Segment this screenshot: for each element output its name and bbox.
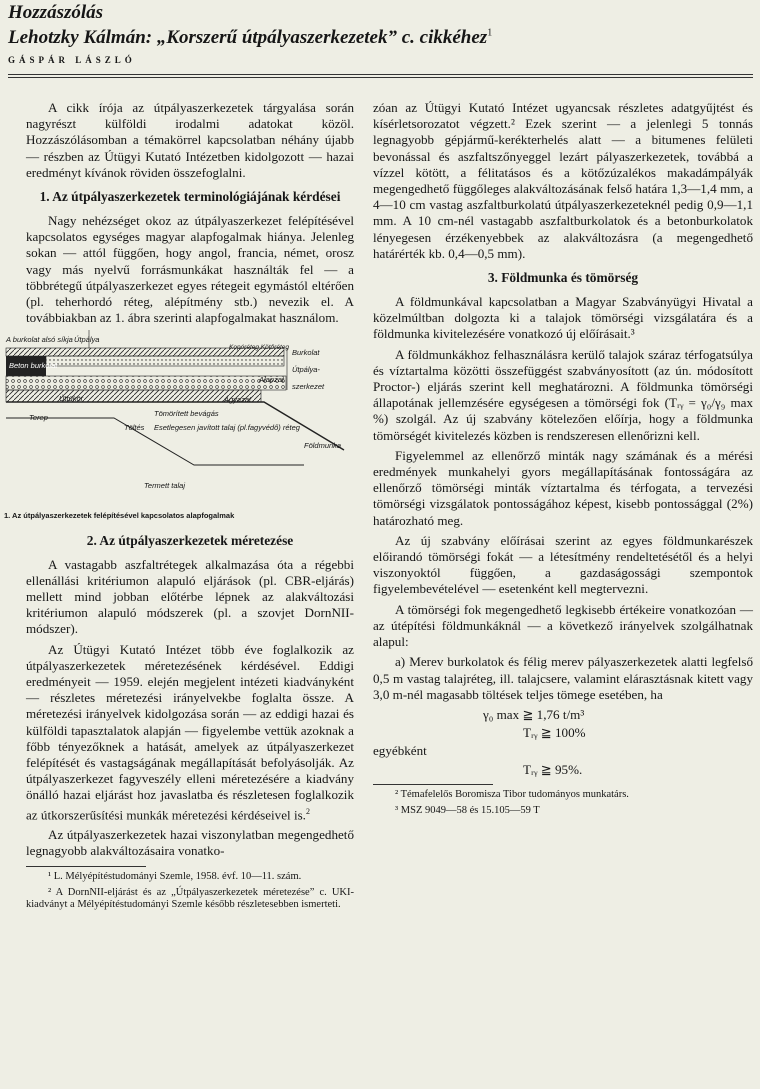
article-category: Hozzászólás [8, 2, 104, 23]
footnote-1: ¹ L. Mélyépítéstudományi Szemle, 1958. évf. 10—11. szám. [48, 870, 302, 882]
label-concrete: Beton burkolat [9, 361, 58, 371]
label-improved-soil: Esetlegesen javított talaj (pl.fagyvédő) réteg [154, 423, 300, 433]
label-natural-soil: Termett talaj [144, 481, 185, 491]
section-3-paragraph-1: A földmunkával kapcsolatban a Magyar Szabványügyi Hivatal a közelmúltban dolgozta ki a talajok tömörségi vizsgálatára és a földmunka kivitelezésére vonatkozó új előírásait.³ [373, 294, 753, 342]
label-surfacing: Burkolat [292, 348, 320, 358]
right-column [373, 100, 753, 821]
section-2-title: 2. Az útpályaszerkezetek méretezése [86, 532, 294, 548]
base-layer [6, 376, 286, 390]
section-3-paragraph-6: a) Merev burkolatok és félig merev pályaszerkezetek alatti legfelső 0,5 m vastag talajréteg, ill. talajcsere, valamint elárasztásnak kitett vagy 3,0 m-nél magasabb töltések teljes tömege esetében, ha [373, 654, 753, 702]
label-base: Alapzat [259, 375, 285, 385]
bedding-layer [6, 390, 261, 402]
equation-else-row [373, 743, 753, 759]
label-terrain: Terep [29, 413, 48, 423]
figure-1-caption: 1. Az útpályaszerkezetek felépítésével kapcsolatos alapfogalmak [4, 511, 235, 521]
section-2-paragraph-3: Az útpályaszerkezetek hazai viszonylatban megengedhető legnagyobb alakváltozásaira vonatko- [26, 827, 354, 859]
label-pavement: Útpálya [74, 335, 100, 345]
section-3-paragraph-4: Az új szabvány előírásai szerint az egyes földmunkarészek előirandó tömörségi fokát — a létesítmény rendeltetésétől és a helyi viszonyoktól függően, a gazdaságossági szempontok figyelembevételével — esetenként kell megtervezni. [373, 532, 753, 597]
section-3-paragraph-5: A tömörségi fok megengedhető legkisebb értékeire vonatkozóan — az útépítési földmunkáknál — a következő irányelvek szolgálhatnak alapul: [373, 601, 753, 650]
label-bedding: Ágyazat [224, 395, 252, 405]
label-embankment: Töltés [124, 423, 145, 433]
title-footnote-mark: 1 [487, 27, 493, 39]
equation-compaction-95: Tᵣᵧ ≧ 95%. [523, 761, 583, 777]
section-3-paragraph-3: Figyelemmel az ellenőrző minták nagy számának és a mérési eredmények munkahelyi gyors megállapításának fontosságára az ellenőrző tömörségi minták víztartalma és térfogata, a tervezési tömörségi vizsgálatok pontosságához képest, kisebb pontossággal (2%) határozható meg. [373, 447, 753, 528]
header-rule-bottom [8, 77, 753, 78]
footnote-right-2: ² Témafelelős Boromisza Tibor tudományos munkatárs. [395, 788, 629, 800]
section-2-paragraph-2: Az Útügyi Kutató Intézet több éve foglalkozik az útpályaszerkezetek méretezésének kérdésével. Eddigi eredményeit — 1959. elején megjelent intézeti kiadványként — részletes méretezési irányelvekbe foglalta össze. A méretezési irányelvek kidolgozása során — az eddigi hazai és külföldi tapasztalatok alapján — figyelembe vettük azoknak a főbb tényezőknek a hatását, amelyek az útpályaszerkezet felépítését és vastagságának megállapítását befolyásolják. Az útpályaszerkezet fagyveszély elleni méretezésére a kiadvány önálló hazai eljárást hoz javaslatba és részletesen foglalkozik az útkorszerűsítési munkák méretezési kérdéseivel is.$^2$ [26, 641, 354, 823]
label-compacted-cut: Tömörített bevágás [154, 409, 219, 419]
label-earthwork: Földmunka [304, 441, 342, 451]
continued-paragraph: zóan az Útügyi Kutató Intézet ugyancsak részletes adatgyűjtést és kísérletsorozatot végzett.² Ezek szerint — a jelenlegi 5 tonnás legnagyobb gépjármű-kerékterhelés alatt — a bitumenes felületi bevonással és aszfaltszőnyeggel lezárt pályaszerkezetek, továbbá a vízzel kötött, a félitatásos és a kötőzúzalékos makadámpályák megengedhető függőleges alakváltozásának felső határa 1,3—1,4 mm, a 4—10 cm vastag aszfaltburkolatú útpályaszerkezeteknél pedig 0,9—1,1 mm. A 10 cm-nél vastagabb aszfaltburkolatok és a betonburkolatok lényegesen érzékenyebbek az alakváltozásra (a megengedhető határérték kb. 0,4—0,5 mm). [373, 100, 753, 261]
label-bottom-plane: A burkolat alsó síkja [6, 335, 73, 345]
footnote-rule-left [26, 866, 146, 867]
intro-paragraph: A cikk írója az útpályaszerkezetek tárgyalása során nagyrészt külföldi irodalmi adatokat közöl. Hozzászólásomban a témakörrel kapcsolatban néhány újabb — részben az Útügyi Kutató Intézetben kidolgozott — hazai eredményt kívánok röviden összefoglalni. [26, 100, 354, 180]
footnote-rule-right [373, 784, 493, 785]
footnote-2: ² A DornNII-eljárást és az „Útpályaszerkezetek méretezése” c. UKI-kiadványt a Mélyépítéstudományi Szemle később részletesebben ismerteti. [26, 886, 354, 911]
equation-density: γ₀ max ≧ 1,76 t/m³ [483, 706, 585, 722]
header-rule-top [8, 74, 753, 75]
section-3-title: 3. Földmunka és tömörség [487, 270, 639, 286]
author-name: GÁSPÁR LÁSZLÓ [8, 55, 136, 65]
section-3-paragraph-2: A földmunkákhoz felhasználásra kerülő talajok száraz térfogatsúlya és víztartalma közötti összefüggést szabványosított (az ún. módosított Proctor-) eljárás szerint kell meghatározni. A földmunka tömörségi állapotának jellemzésére egységesen a tömörségi fok (Tᵣᵧ = γ₀/γ₉ max %) szolgál. Az új szabvány kötelezően előírja, hogy a földmunka tömörségét kivitelezés közben is rendszeresen ellenőrizni kell. [373, 346, 753, 443]
article-title: Lehotzky Kálmán: „Korszerű útpályaszerkezetek” c. cikkéhez$^1$ [8, 27, 493, 48]
section-2-paragraph-1: A vastagabb aszfaltrétegek alkalmazása óta a régebbi ellenállási kritériumon alapuló eljárások (pl. CBR-eljárás) mellett mind jobban előtérbe lépnek az alakváltozási kritériumon alapuló módszerek (pl. a szovjet DornNII-módszer). [26, 556, 354, 637]
footnote-right-3: ³ MSZ 9049—58 és 15.105—59 T [395, 804, 540, 816]
label-road-structure: Útpálya-szerkezet [292, 365, 325, 391]
figure-1 [4, 330, 354, 508]
section-1-paragraph: Nagy nehézséget okoz az útpályaszerkezet felépítésével kapcsolatos egységes magyar alapfogalmak hiánya. Jelenleg sokan — attól függően, hogy angol, francia, német, orosz vagy más nyelvű forrásmunkákat használták fel — a többrétegű útpályaszerkezet egyes rétegeit egymástól eltérően (pl. teherhordó réteg, alépítmény stb.) nevezik el. A továbbiakban az 1. ábra szerinti alapfogalmakat használom. [26, 213, 354, 326]
label-subgrade: Úttükör [59, 394, 84, 404]
left-column [4, 100, 354, 915]
footnote-mark-2: 2 [305, 806, 310, 816]
equation-compaction-100: Tᵣᵧ ≧ 100% [523, 725, 586, 741]
section-1-title: 1. Az útpályaszerkezetek terminológiájának kérdései [39, 189, 341, 205]
label-wearing-binder: Kopóréteg Kötőréteg [229, 344, 289, 352]
else-label: egyébként [373, 743, 427, 759]
binder-layer [46, 356, 284, 366]
